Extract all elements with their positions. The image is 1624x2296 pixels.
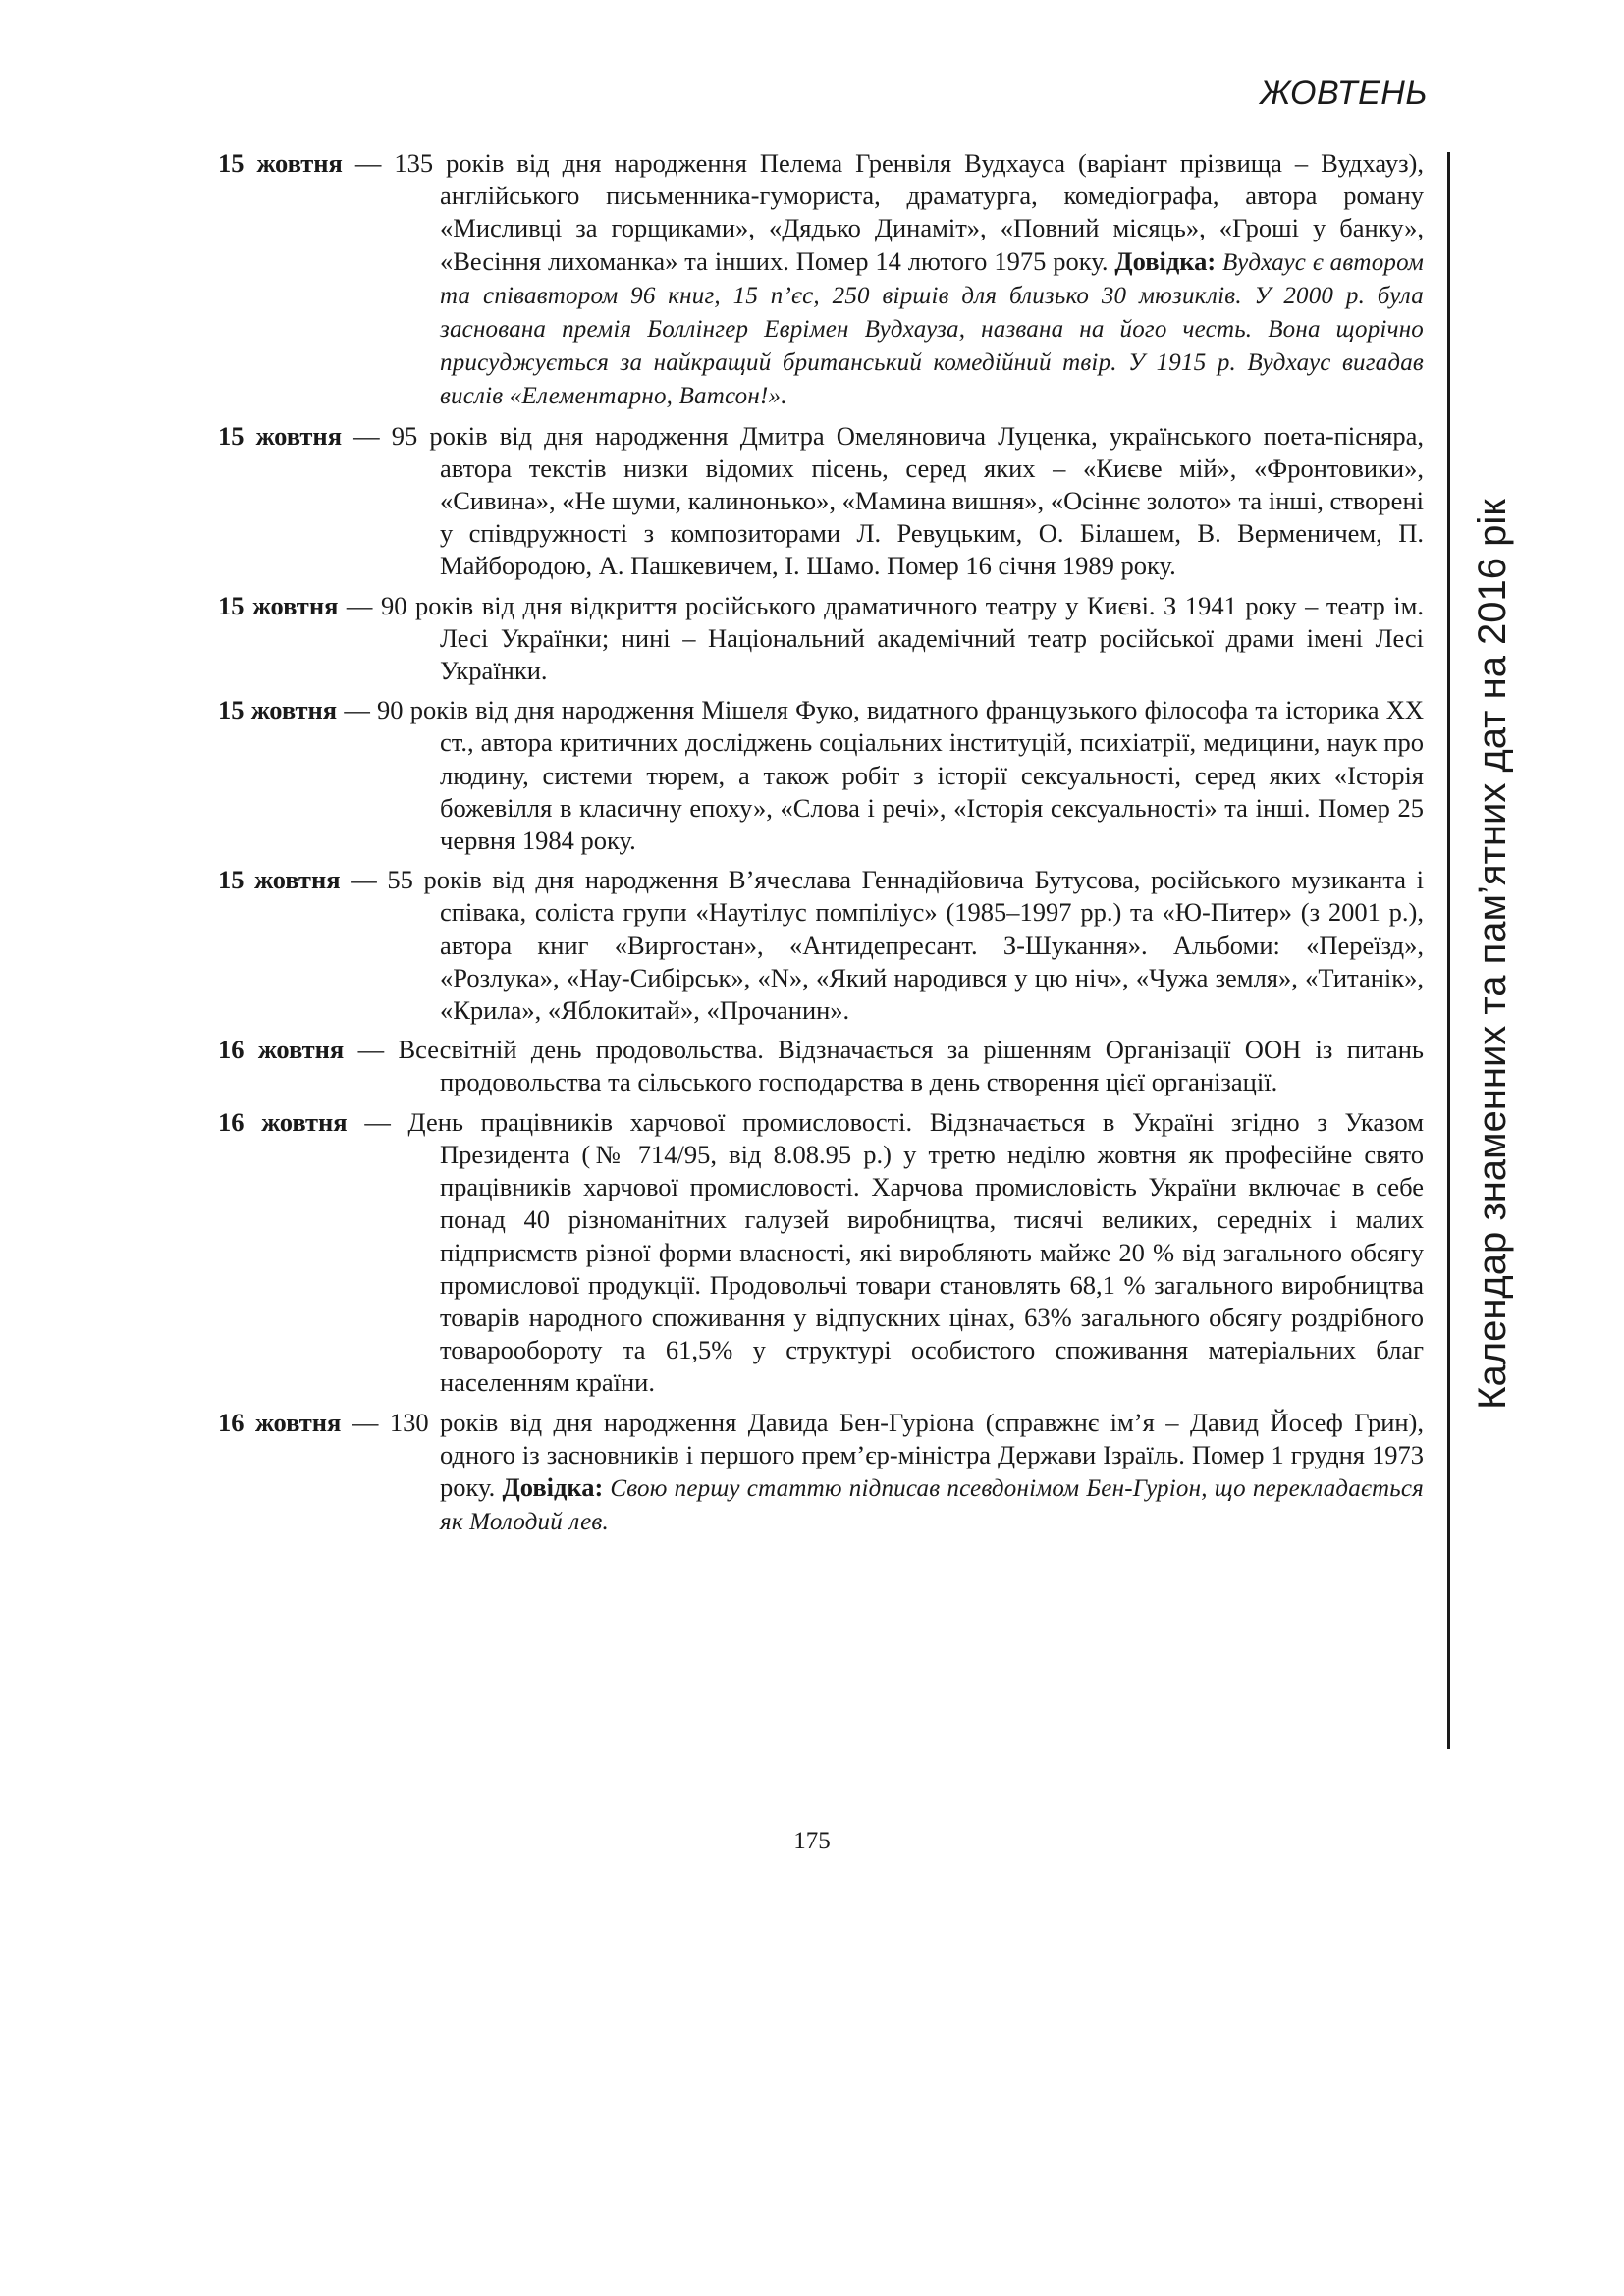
entry-text: 90 років від дня відкриття російського драматичного театру у Києві. З 1941 року – театр ім. Лесі Українки; нині – Національний академічний театр російської драми імені Лесі Українки. — [380, 590, 1425, 686]
entry-date: 15 жовтня — [218, 865, 341, 895]
entry-item — [218, 864, 1424, 1027]
entry-item — [218, 420, 1424, 583]
entry-dash: — — [347, 1106, 408, 1137]
entry-date: 15 жовтня — [218, 695, 338, 725]
entry-item — [218, 1407, 1424, 1539]
entry-dash: — — [342, 420, 392, 451]
entry-dash: — — [338, 590, 381, 620]
entry-item — [218, 694, 1424, 857]
entry-dash: — — [337, 695, 378, 725]
page-number: 175 — [793, 1828, 831, 1854]
entry-date: 16 жовтня — [218, 1407, 342, 1437]
entry-text: День працівників харчової промисловості. Відзначається в Україні згідно з Указом Президента (№ 714/95, від 8.08.95 р.) у третю неділю жовтня як професійне свято працівників харчової промисловості. Харчова промисловість України включає в себе понад 40 різноманітних галузей виробництва, тисячі великих, середніх і малих підприємств різної форми власності, які виробляють майже 20 % від загального обсягу промислової продукції. Продовольчі товари становлять 68,1 % загального виробництва товарів народного споживання у відпускних цінах, 63% загального обсягу роздрібного товарообороту та 61,5% у структурі особистого споживання матеріальних благ населенням країни. — [407, 1106, 1424, 1398]
entry-text: 55 років від дня народження В’ячеслава Геннадійовича Бутусова, російського музиканта і співака, соліста групи «Наутілус помпіліус» (1985–1997 рр.) та «Ю-Питер» (з 2001 р.), автора книг «Виргостан», «Антидепресант. З-Шукання». Альбоми: «Переїзд», «Розлука», «Нау-Сибірськ», «N», «Який народився у цю ніч», «Чужа земля», «Титанік», «Крила», «Яблокитай», «Прочанин». — [387, 865, 1425, 1026]
reference-label: Довідка: — [502, 1471, 604, 1502]
entry-item — [218, 147, 1424, 413]
entry-text: 130 років від дня народження Давида Бен-Гуріона (справжнє ім’я – Давид Йосеф Грин), одного із засновників і першого прем’єр-міністра Держави Ізраїль. Помер 1 грудня 1973 року. — [389, 1407, 1425, 1502]
running-head: ЖОВТЕНЬ — [1260, 75, 1428, 112]
entries-list — [218, 147, 1424, 1545]
entry-text: 95 років від дня народження Дмитра Омеляновича Луценка, українського поета-пісняра, автора текстів низки відомих пісень, серед яких – «Києве мій», «Фронтовики», «Сивина», «Не шуми, калинонько», «Мамина вишня», «Осіннє золото» та інші, створені у співдружності з композиторами Л. Ревуцьким, О. Білашем, В. Верменичем, П. Майбородою, А. Пашкевичем, І. Шамо. Помер 16 січня 1989 року. — [391, 420, 1424, 581]
entry-text: 90 років від дня народження Мішеля Фуко, видатного французького філософа та історика XX ст., автора критичних досліджень соціальних інституцій, психіатрії, медицини, наук про людину, системи тюрем, а також робіт з історії сексуальності, серед яких «Історія божевілля в класичну епоху», «Слова і речі», «Історія сексуальності» та інші. Помер 25 червня 1984 року. — [377, 695, 1425, 856]
reference-text: Вудхаус є автором та співавтором 96 книг, 15 п’єс, 250 віршів для близько 30 мюзиклів. У 2000 р. була заснована премія Боллінгер Еврімен Вудхауза, названа на його честь. Вона щорічно присуджується за найкращий британський комедійний твір. У 1915 р. Вудхаус вигадав вислів «Елементарно, Ватсон!». — [440, 248, 1424, 410]
entry-date: 16 жовтня — [218, 1106, 348, 1137]
entry-date: 15 жовтня — [218, 590, 339, 620]
entry-date: 16 жовтня — [218, 1035, 345, 1065]
entry-item — [218, 1034, 1424, 1098]
entry-dash: — — [340, 865, 388, 895]
entry-dash: — — [341, 1407, 390, 1437]
reference-label: Довідка: — [1114, 245, 1217, 276]
sidebar-title: Календар знаменних та пам’ятних дат на 2016 рік — [1471, 499, 1514, 1410]
entry-item — [218, 1106, 1424, 1400]
entry-text: 135 років від дня народження Пелема Гренвіля Вудхауса (варіант прізвища – Вудхауз), англійського письменника-гумориста, драматурга, комедіографа, автора роману «Мисливці за горщиками», «Дядько Динаміт», «Повний місяць», «Гроші у банку», «Весіння лихоманка» та інших. Помер 14 лютого 1975 року. — [394, 148, 1425, 276]
reference-text: Свою першу статтю підписав псевдонімом Бен-Гуріон, що перекладається як Молодий лев. — [440, 1474, 1424, 1536]
entry-date: 15 жовтня — [218, 148, 343, 178]
entry-dash: — — [344, 1035, 399, 1065]
entry-date: 15 жовтня — [218, 420, 343, 451]
entry-text: Всесвітній день продовольства. Відзначається за рішенням Організації ООН із питань продовольства та сільського господарства в день створення цієї організації. — [398, 1035, 1425, 1097]
entry-item — [218, 590, 1424, 688]
vertical-rule — [1447, 152, 1450, 1749]
entry-dash: — — [342, 148, 395, 178]
